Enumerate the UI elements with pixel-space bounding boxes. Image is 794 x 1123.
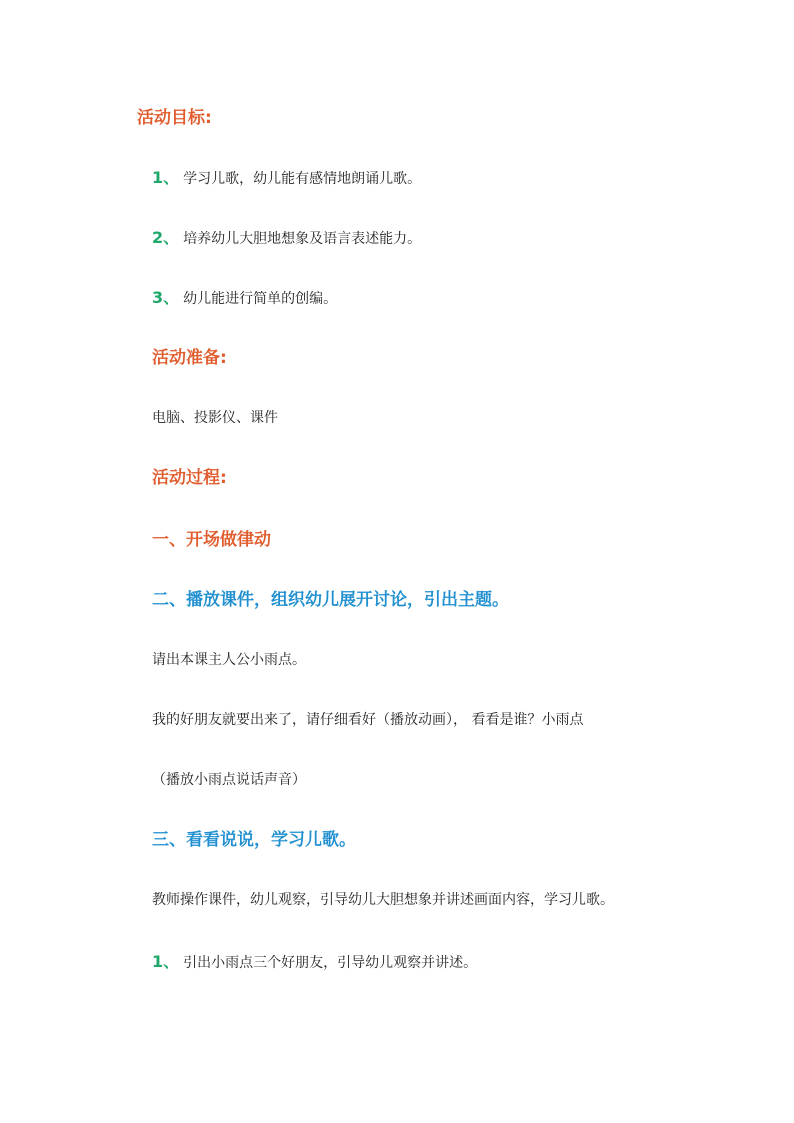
process-step-3-item-1: [152, 952, 477, 973]
process-step-3-item-1-number: 1、: [152, 952, 180, 971]
goal-item-1: [152, 168, 421, 189]
goals-heading: 活动目标:: [137, 108, 212, 128]
process-step-2-paragraph-1: 请出本课主人公小雨点。: [152, 652, 306, 668]
goal-item-2: [152, 228, 421, 249]
goal-item-3: [152, 288, 337, 309]
goal-item-2-number: 2、: [152, 228, 180, 247]
goal-item-3-text: 幼儿能进行简单的创编。: [183, 291, 338, 307]
goal-item-2-text: 培养幼儿大胆地想象及语言表述能力。: [183, 231, 422, 247]
process-step-3-paragraph-1: 教师操作课件，幼儿观察，引导幼儿大胆想象并讲述画面内容，学习儿歌。: [152, 892, 614, 908]
process-step-3-heading: 三、看看说说，学习儿歌。: [152, 830, 356, 850]
process-step-2-paragraph-2: 我的好朋友就要出来了，请仔细看好（播放动画）， 看看是谁？小雨点: [152, 712, 584, 728]
process-heading: 活动过程:: [152, 468, 227, 488]
process-step-2-heading: 二、播放课件，组织幼儿展开讨论，引出主题。: [152, 590, 509, 610]
process-step-3-item-1-text: 引出小雨点三个好朋友，引导幼儿观察并讲述。: [183, 955, 478, 971]
goal-item-1-text: 学习儿歌，幼儿能有感情地朗诵儿歌。: [183, 171, 422, 187]
preparation-heading: 活动准备:: [152, 348, 227, 368]
preparation-text: 电脑、投影仪、课件: [152, 410, 278, 426]
goal-item-1-number: 1、: [152, 168, 180, 187]
goal-item-3-number: 3、: [152, 288, 180, 307]
process-step-2-paragraph-3: （播放小雨点说话声音）: [152, 772, 306, 788]
process-step-1-heading: 一、开场做律动: [152, 530, 271, 550]
